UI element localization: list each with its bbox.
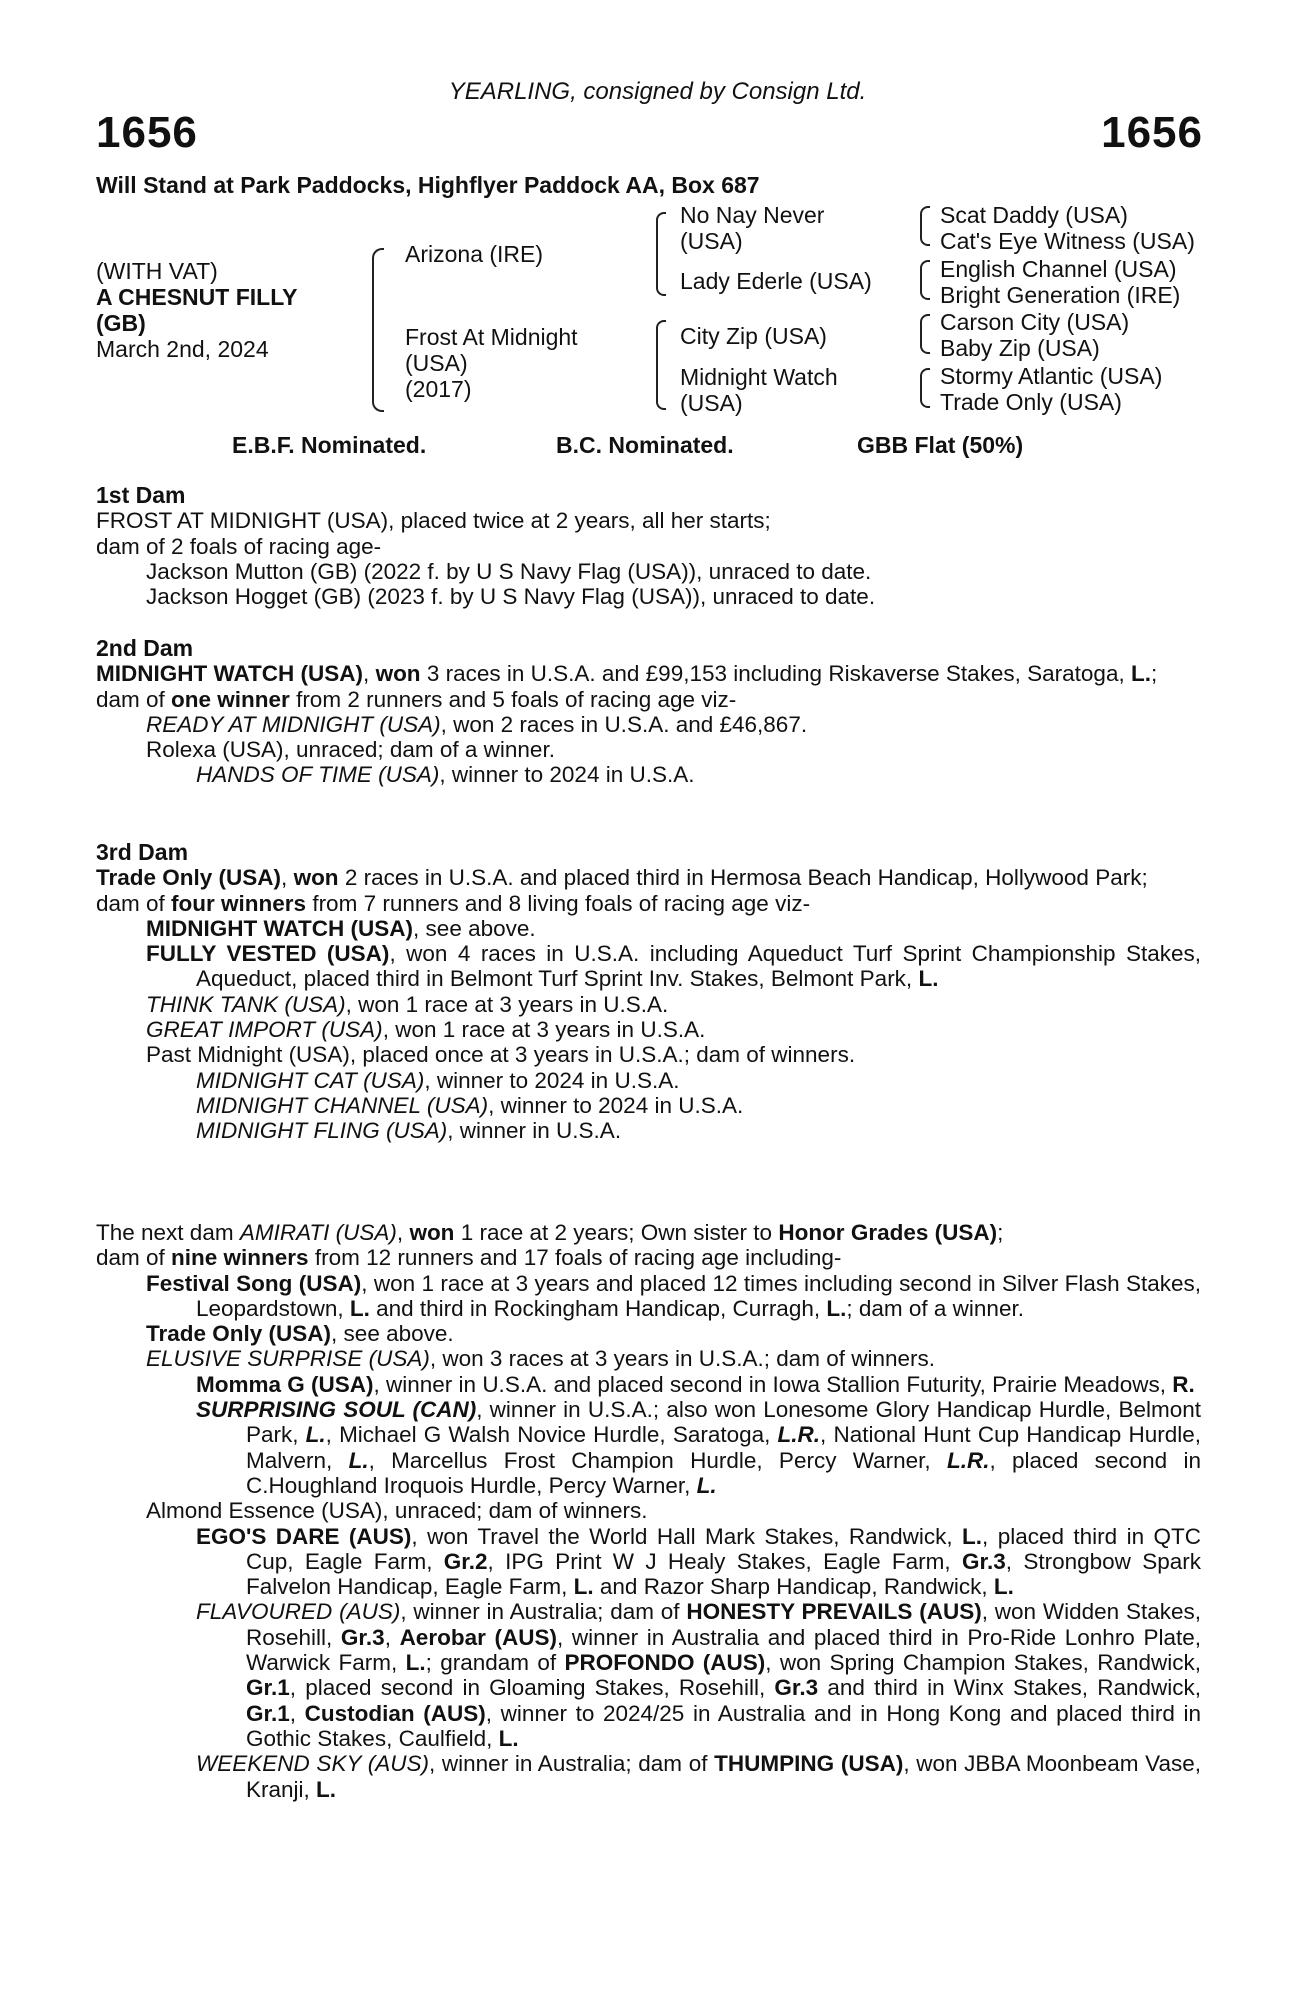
horse-name: PROFONDO (AUS)	[564, 1650, 766, 1676]
produce-line	[96, 1017, 1201, 1042]
pedigree-sire-sire: No Nay Never	[680, 202, 825, 228]
pedigree-dds: Stormy Atlantic (USA)	[940, 363, 1163, 389]
horse-name: GREAT IMPORT (USA)	[146, 1017, 383, 1043]
pedigree-ssd: Cat's Eye Witness (USA)	[940, 228, 1195, 254]
stand-location: Will Stand at Park Paddocks, Highflyer Paddock AA, Box 687	[96, 172, 760, 198]
pedigree-sss: Scat Daddy (USA)	[940, 202, 1128, 228]
race-grade: Gr.1	[246, 1675, 290, 1701]
text: dam of	[96, 890, 172, 916]
separator: ,	[384, 1624, 400, 1650]
lot-number-left: 1656	[96, 108, 198, 157]
record-text: , won 3 races at 3 years in U.S.A.; dam of winners.	[429, 1346, 936, 1372]
race-grade: L.	[962, 1523, 983, 1549]
race-grade: L.	[498, 1725, 519, 1751]
horse-name: MIDNIGHT CHANNEL (USA)	[196, 1092, 489, 1118]
record-text: and third in Rockingham Handicap, Curragh,	[369, 1295, 827, 1321]
pedigree-sire-dam: Lady Ederle (USA)	[680, 268, 872, 294]
horse-name: Trade Only (USA)	[146, 1321, 332, 1347]
separator: ,	[281, 865, 294, 891]
race-grade: L.	[573, 1574, 594, 1600]
record-text: , National Hunt Cup Handicap Hurdle, Malvern,	[246, 1422, 1201, 1473]
record-text: , won 1 race at 3 years and placed 12 times including second in Silver Flash Stakes, Leopardstown,	[196, 1270, 1201, 1321]
record-text: 1 race at 2 years; Own sister to	[454, 1220, 779, 1245]
text: dam of	[96, 1245, 172, 1271]
text: dam of	[96, 686, 172, 712]
horse-name: THINK TANK (USA)	[146, 991, 346, 1017]
record-text: and Razor Sharp Handicap, Randwick,	[593, 1574, 994, 1600]
record-text: , won 1 race at 3 years in U.S.A.	[345, 991, 669, 1017]
third-dam-line	[96, 865, 1201, 890]
first-dam-foals: dam of 2 foals of racing age-	[96, 533, 382, 559]
record-text: , winner to 2024 in U.S.A.	[488, 1092, 744, 1118]
record-text: , see above.	[413, 915, 536, 941]
separator: ,	[289, 1700, 305, 1726]
horse-name: FLAVOURED (AUS)	[196, 1599, 401, 1625]
produce-line	[96, 1346, 1201, 1371]
pedigree-brace-dam-side	[656, 320, 666, 410]
record-text: , winner to 2024 in U.S.A.	[424, 1067, 680, 1093]
horse-name: A CHESNUT FILLY	[96, 284, 298, 310]
produce-line: Past Midnight (USA), placed once at 3 years in U.S.A.; dam of winners.	[146, 1042, 856, 1068]
pedigree-dss: Carson City (USA)	[940, 309, 1130, 335]
produce-line	[96, 1321, 1201, 1346]
record-text: and third in Winx Stakes, Randwick,	[818, 1675, 1202, 1701]
race-grade: L.	[993, 1574, 1014, 1600]
won-label: won	[409, 1220, 455, 1245]
horse-name: EGO'S DARE (AUS)	[196, 1523, 412, 1549]
record-text: , placed second in C.Houghland Iroquois Hurdle, Percy Warner,	[246, 1447, 1201, 1498]
record-text: , won 4 races in U.S.A. including Aqueduct Turf Sprint Championship Stakes, Aqueduct, placed third in Belmont Turf Sprint Inv. Stakes, Belmont Park,	[196, 941, 1201, 992]
record-text: , won 1 race at 3 years in U.S.A.	[382, 1017, 706, 1043]
produce-line	[96, 1372, 1201, 1397]
record-text: , won Spring Champion Stakes, Randwick,	[765, 1650, 1201, 1676]
record-text: , winner in U.S.A. and placed second in Iowa Stallion Futurity, Prairie Meadows,	[373, 1371, 1173, 1397]
won-label: won	[375, 661, 421, 687]
produce-line	[96, 1397, 1201, 1498]
produce-line	[96, 992, 1201, 1017]
horse-name: Custodian (AUS)	[304, 1700, 486, 1726]
horse-name: AMIRATI (USA)	[239, 1220, 397, 1245]
horse-name: READY AT MIDNIGHT (USA)	[146, 711, 441, 737]
record-text: , winner in U.S.A.; also won Lonesome Glory Handicap Hurdle, Belmont Park,	[246, 1397, 1201, 1448]
text: from 7 runners and 8 living foals of racing age viz-	[306, 890, 811, 916]
record-text: , won Travel the World Hall Mark Stakes, Randwick,	[411, 1523, 963, 1549]
pedigree-brace-g3-1	[920, 206, 930, 246]
produce-line: Jackson Mutton (GB) (2022 f. by U S Navy Flag (USA)), unraced to date.	[146, 558, 872, 584]
record-text: ; dam of a winner.	[846, 1295, 1024, 1321]
horse-foaled: March 2nd, 2024	[96, 336, 269, 362]
horse-name: Honor Grades (USA)	[778, 1220, 998, 1245]
winner-count: nine winners	[171, 1245, 309, 1271]
produce-line	[96, 1599, 1201, 1751]
record-text: ; grandam of	[425, 1650, 565, 1676]
second-dam-heading: 2nd Dam	[96, 635, 194, 661]
pedigree-ddd: Trade Only (USA)	[940, 389, 1122, 415]
first-dam-section	[96, 483, 1201, 609]
record-text: , placed second in Gloaming Stakes, Rosehill,	[289, 1675, 775, 1701]
lot-number-right: 1656	[1101, 108, 1203, 157]
race-grade: L.	[405, 1650, 426, 1676]
race-grade: L.	[349, 1295, 370, 1321]
produce-line	[96, 712, 1201, 737]
record-text: , winner in U.S.A.	[447, 1118, 622, 1144]
pedigree-dam: Frost At Midnight	[405, 324, 578, 350]
horse-name: Momma G (USA)	[196, 1371, 374, 1397]
race-grade: Gr.3	[774, 1675, 819, 1701]
pedigree-sire-sire-country: (USA)	[680, 228, 743, 254]
winner-count: one winner	[171, 686, 290, 712]
record-text: , winner to 2024 in U.S.A.	[439, 762, 695, 788]
produce-line	[96, 1751, 1201, 1802]
record-text: 3 races in U.S.A. and £99,153 including Riskaverse Stakes, Saratoga,	[420, 661, 1131, 687]
pedigree-sdd: Bright Generation (IRE)	[940, 282, 1181, 308]
pedigree-sds: English Channel (USA)	[940, 256, 1177, 282]
gbb-flat: GBB Flat (50%)	[857, 432, 1024, 458]
horse-name: THUMPING (USA)	[714, 1751, 904, 1777]
race-grade: L.R.	[946, 1447, 990, 1473]
pedigree-brace-g3-3	[920, 314, 930, 354]
first-dam-line: FROST AT MIDNIGHT (USA), placed twice at 2 years, all her starts;	[96, 508, 771, 534]
record-text: , won Widden Stakes, Rosehill,	[246, 1599, 1201, 1650]
separator: ,	[363, 661, 376, 687]
record-text: 2 races in U.S.A. and placed third in Hermosa Beach Handicap, Hollywood Park;	[338, 865, 1148, 891]
race-grade: L.	[826, 1295, 847, 1321]
horse-name: Trade Only (USA)	[96, 865, 282, 891]
text: from 2 runners and 5 foals of racing age viz-	[289, 686, 737, 712]
race-grade: L.	[696, 1472, 717, 1498]
pedigree-brace-gen1	[372, 248, 384, 412]
pedigree-dam-dam-country: (USA)	[680, 390, 743, 416]
record-text: , winner in Australia and placed third in Pro-Ride Lonhro Plate, Warwick Farm,	[246, 1624, 1201, 1676]
produce-line	[96, 1524, 1201, 1600]
pedigree-brace-g3-4	[920, 368, 930, 408]
record-text: , won JBBA Moonbeam Vase, Kranji,	[246, 1751, 1201, 1802]
pedigree-dsd: Baby Zip (USA)	[940, 335, 1100, 361]
text: The next dam	[96, 1220, 240, 1245]
record-text: , winner in Australia; dam of	[428, 1751, 715, 1777]
race-grade: R.	[1172, 1371, 1195, 1397]
produce-line	[96, 916, 1201, 941]
horse-vat: (WITH VAT)	[96, 258, 218, 284]
record-text: , won 2 races in U.S.A. and £46,867.	[440, 711, 808, 737]
next-dam-produce-summary	[96, 1245, 1201, 1270]
pedigree-dam-sire: City Zip (USA)	[680, 323, 827, 349]
horse-name-country: (GB)	[96, 310, 146, 336]
horse-name: MIDNIGHT WATCH (USA)	[96, 661, 364, 687]
horse-name: MIDNIGHT CAT (USA)	[196, 1067, 425, 1093]
race-grade: Gr.3	[340, 1624, 385, 1650]
race-grade: L.	[348, 1447, 369, 1473]
third-dam-produce-summary	[96, 891, 1201, 916]
produce-line: Rolexa (USA), unraced; dam of a winner.	[146, 737, 555, 763]
pedigree-brace-sire-side	[656, 212, 666, 296]
pedigree-dam-dam: Midnight Watch	[680, 364, 838, 390]
record-text: , IPG Print W J Healy Stakes, Eagle Farm,	[487, 1548, 962, 1574]
record-text: , Strongbow Spark Falvelon Handicap, Eagle Farm,	[246, 1548, 1201, 1600]
race-grade: Gr.1	[246, 1700, 290, 1726]
race-grade: Gr.3	[961, 1548, 1006, 1574]
race-grade: L.	[305, 1422, 326, 1448]
record-text: , see above.	[331, 1321, 454, 1347]
pedigree-sire: Arizona (IRE)	[405, 241, 544, 267]
horse-name: MIDNIGHT WATCH (USA)	[146, 915, 414, 941]
punct: ;	[1150, 661, 1158, 687]
horse-name: MIDNIGHT FLING (USA)	[196, 1118, 448, 1144]
produce-line: Almond Essence (USA), unraced; dam of winners.	[146, 1498, 648, 1524]
horse-name: Festival Song (USA)	[146, 1270, 362, 1296]
winner-count: four winners	[171, 890, 307, 916]
horse-name: Aerobar (AUS)	[399, 1624, 557, 1650]
race-grade: L.	[918, 966, 939, 992]
produce-line	[96, 1093, 1201, 1118]
produce-line	[96, 941, 1201, 992]
horse-name: WEEKEND SKY (AUS)	[196, 1751, 429, 1777]
record-text: , winner to 2024/25 in Australia and in Hong Kong and placed third in Gothic Stakes, Caulfield,	[246, 1700, 1201, 1751]
race-grade: Gr.2	[443, 1548, 488, 1574]
produce-line: Jackson Hogget (GB) (2023 f. by U S Navy Flag (USA)), unraced to date.	[146, 584, 876, 610]
second-dam-section	[96, 636, 1201, 788]
separator: ,	[396, 1220, 410, 1245]
first-dam-heading: 1st Dam	[96, 482, 186, 508]
horse-name: FULLY VESTED (USA)	[146, 941, 390, 967]
pedigree-brace-g3-2	[920, 260, 930, 300]
produce-line	[96, 1118, 1201, 1143]
won-label: won	[293, 865, 339, 891]
punct: ;	[997, 1220, 1004, 1245]
race-grade: L.	[1130, 661, 1151, 687]
produce-line	[96, 1068, 1201, 1093]
third-dam-section	[96, 840, 1201, 1144]
text: from 12 runners and 17 foals of racing age including-	[308, 1245, 842, 1271]
record-text: , placed third in QTC Cup, Eagle Farm,	[246, 1523, 1201, 1574]
horse-name: HONESTY PREVAILS (AUS)	[686, 1599, 982, 1625]
second-dam-produce-summary	[96, 687, 1201, 712]
record-text: , winner in Australia; dam of	[400, 1599, 687, 1625]
third-dam-heading: 3rd Dam	[96, 839, 189, 865]
horse-name: SURPRISING SOUL (CAN)	[196, 1397, 477, 1423]
pedigree-dam-year: (2017)	[405, 376, 472, 402]
bc-nomination: B.C. Nominated.	[556, 432, 734, 458]
race-grade: L.	[316, 1776, 337, 1802]
record-text: , Marcellus Frost Champion Hurdle, Percy Warner,	[368, 1447, 947, 1473]
ebf-nomination: E.B.F. Nominated.	[232, 432, 427, 458]
horse-name: ELUSIVE SURPRISE (USA)	[146, 1346, 430, 1372]
consignment-subtitle: YEARLING, consigned by Consign Ltd.	[448, 78, 867, 105]
produce-line	[96, 1271, 1201, 1322]
next-dam-line	[96, 1220, 1201, 1245]
produce-line	[96, 762, 1201, 787]
second-dam-line	[96, 661, 1201, 686]
race-grade: L.R.	[777, 1422, 821, 1448]
pedigree-dam-country: (USA)	[405, 350, 468, 376]
next-dam-section	[96, 1220, 1201, 1802]
horse-name: HANDS OF TIME (USA)	[196, 762, 440, 788]
record-text: , Michael G Walsh Novice Hurdle, Saratoga,	[325, 1422, 778, 1448]
